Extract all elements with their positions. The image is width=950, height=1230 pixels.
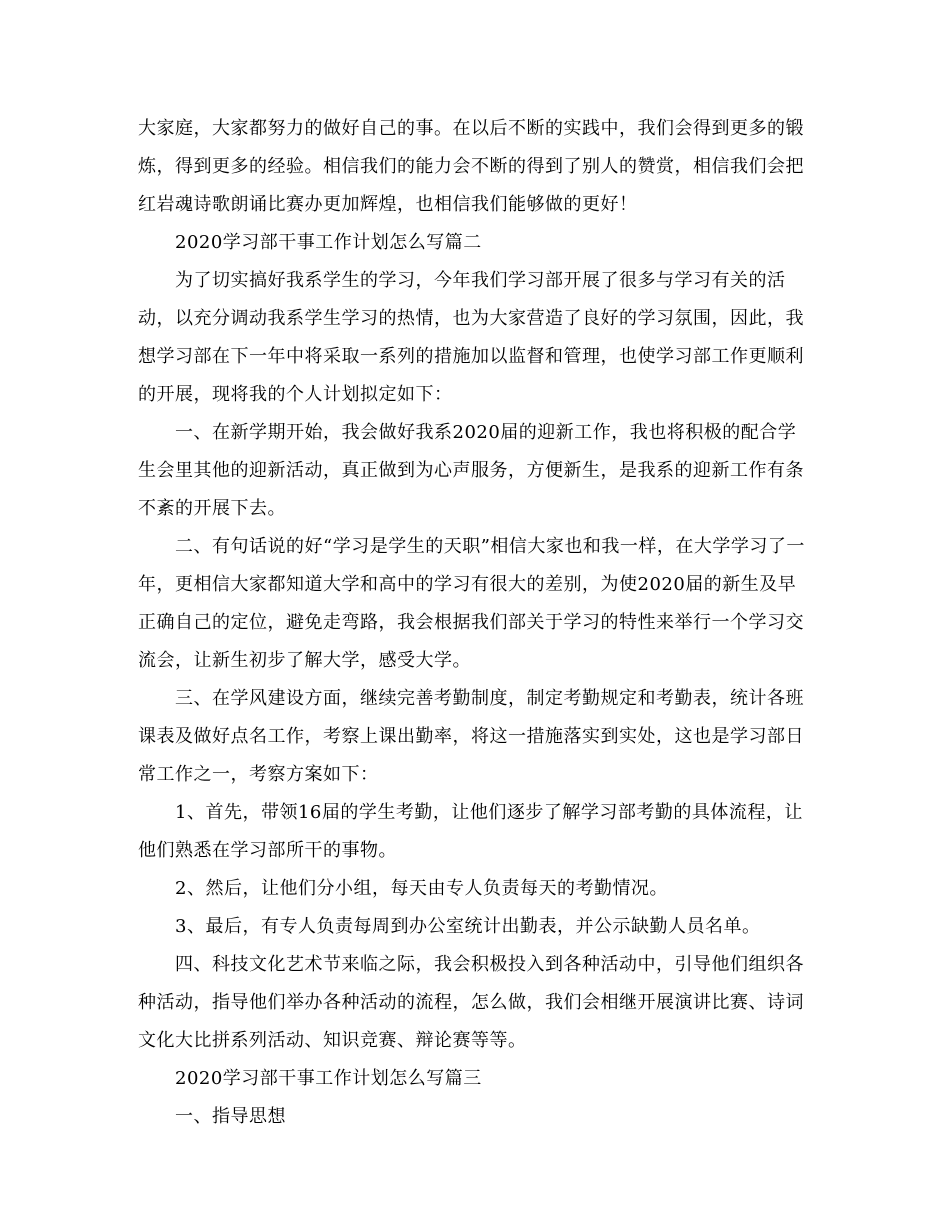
text-line [0,454,950,488]
line-text: 为了切实搞好我系学生的学习，今年我们学习部开展了很多与学习有关的活 [175,270,786,291]
text-line [0,606,950,640]
line-text: 四、科技文化艺术节来临之际，我会积极投入到各种活动中，引导他们组织各 [175,954,804,975]
line-text: 的开展，现将我的个人计划拟定如下： [138,384,453,405]
text-line [0,416,950,450]
text-line [0,150,950,184]
text-line [0,264,950,298]
line-text: 课表及做好点名工作，考察上课出勤率，将这一措施落实到实处，这也是学习部日 [138,726,804,747]
line-text: 三、在学风建设方面，继续完善考勤制度，制定考勤规定和考勤表，统计各班 [175,688,804,709]
line-text: 一、指导思想 [175,1106,286,1127]
text-line [0,796,950,830]
line-text: 炼，得到更多的经验。相信我们的能力会不断的得到了别人的赞赏，相信我们会把 [138,156,804,177]
section-heading [0,226,950,260]
text-line [0,302,950,336]
line-text: 不紊的开展下去。 [138,498,286,519]
line-text: 1、首先，带领16届的学生考勤，让他们逐步了解学习部考勤的具体流程，让 [175,802,803,823]
text-line [0,948,950,982]
line-text: 正确自己的定位，避免走弯路，我会根据我们部关于学习的特性来举行一个学习交 [138,612,804,633]
line-text: 动，以充分调动我系学生学习的热情，也为大家营造了良好的学习氛围，因此，我 [138,308,804,329]
line-text: 文化大比拼系列活动、知识竞赛、辩论赛等等。 [138,1030,527,1051]
line-text: 二、有句话说的好“学习是学生的天职”相信大家也和我一样，在大学学习了一 [175,536,805,557]
text-line [0,112,950,146]
section-heading [0,1062,950,1096]
line-text: 流会，让新生初步了解大学，感受大学。 [138,650,471,671]
line-text: 想学习部在下一年中将采取一系列的措施加以监督和管理，也使学习部工作更顺利 [138,346,804,367]
line-text: 常工作之一，考察方案如下： [138,764,379,785]
line-text: 大家庭，大家都努力的做好自己的事。在以后不断的实践中，我们会得到更多的锻 [138,118,804,139]
text-line [0,188,950,222]
line-text: 他们熟悉在学习部所干的事物。 [138,840,397,861]
text-line [0,758,950,792]
text-line [0,530,950,564]
text-line [0,378,950,412]
text-line [0,720,950,754]
heading-text: 2020学习部干事工作计划怎么写篇三 [175,1068,482,1089]
text-line [0,834,950,868]
text-line [0,340,950,374]
text-line [0,910,950,944]
text-line [0,568,950,602]
line-text: 一、在新学期开始，我会做好我系2020届的迎新工作，我也将积极的配合学 [175,422,797,443]
line-text: 红岩魂诗歌朗诵比赛办更加辉煌，也相信我们能够做的更好！ [138,194,638,215]
text-line [0,1100,950,1134]
line-text: 3、最后，有专人负责每周到办公室统计出勤表，并公示缺勤人员名单。 [175,916,761,937]
heading-text: 2020学习部干事工作计划怎么写篇二 [175,232,482,253]
text-line [0,872,950,906]
text-line [0,1024,950,1058]
text-line [0,986,950,1020]
text-line [0,644,950,678]
line-text: 生会里其他的迎新活动，真正做到为心声服务，方便新生，是我系的迎新工作有条 [138,460,804,481]
line-text: 年，更相信大家都知道大学和高中的学习有很大的差别，为使2020届的新生及早 [138,574,797,595]
text-line [0,682,950,716]
line-text: 种活动，指导他们举办各种活动的流程，怎么做，我们会相继开展演讲比赛、诗词 [138,992,804,1013]
text-line [0,492,950,526]
line-text: 2、然后，让他们分小组，每天由专人负责每天的考勤情况。 [175,878,668,899]
